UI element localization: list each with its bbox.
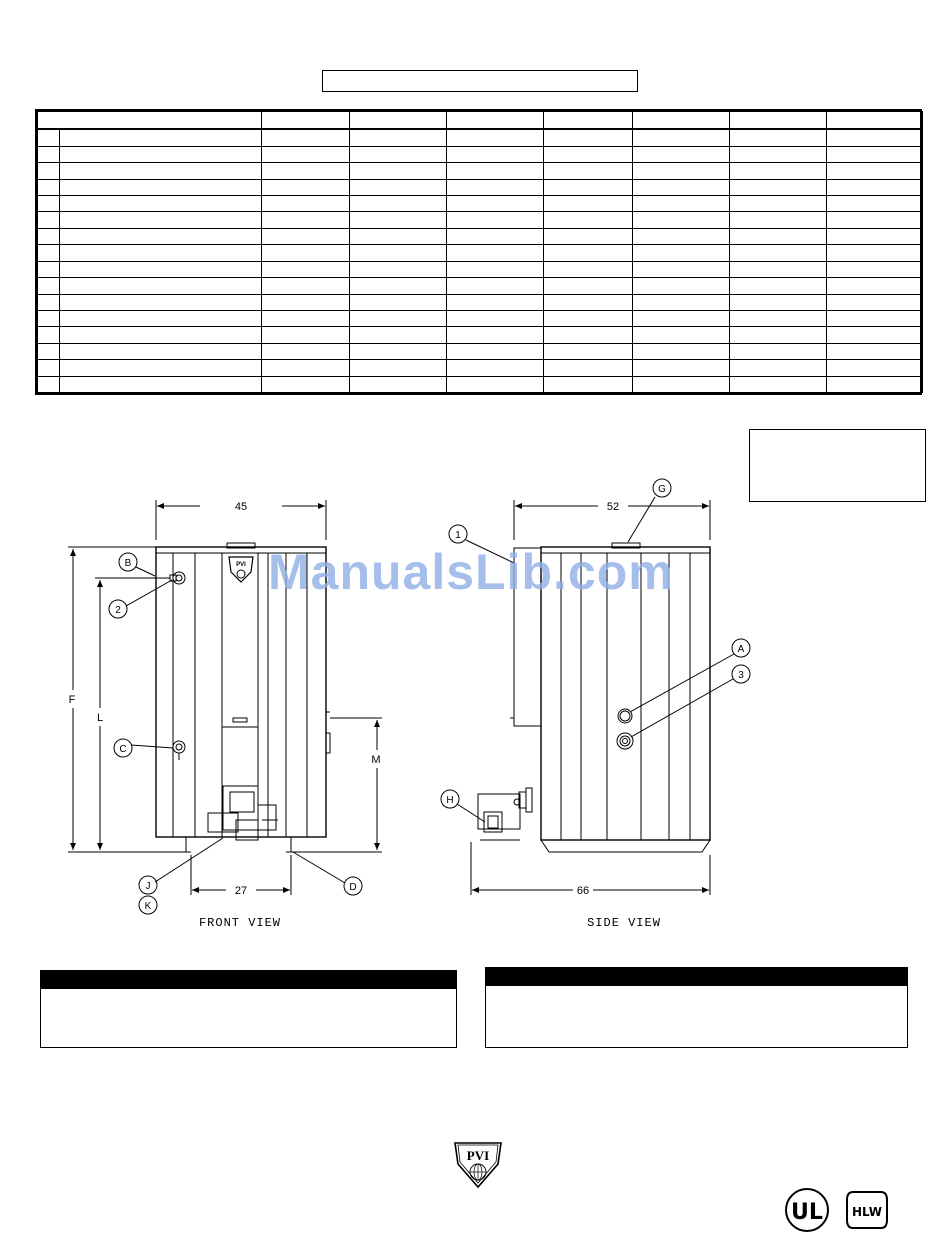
table-cell xyxy=(544,343,633,359)
table-cell xyxy=(447,327,544,343)
callout-j: J xyxy=(145,881,151,892)
table-cell xyxy=(447,376,544,392)
table-cell xyxy=(544,261,633,277)
table-cell xyxy=(633,179,730,195)
dim-front-m: M xyxy=(371,754,381,766)
table-cell xyxy=(350,196,447,212)
table-cell xyxy=(730,376,827,392)
table-cell xyxy=(730,278,827,294)
table-cell xyxy=(633,129,730,146)
callout-1: 1 xyxy=(455,530,461,541)
hlw-mark-text: HLW xyxy=(852,1205,882,1219)
table-cell xyxy=(447,245,544,261)
table-cell xyxy=(730,310,827,326)
table-cell xyxy=(38,129,60,146)
table-cell xyxy=(350,376,447,392)
table-cell xyxy=(60,294,262,310)
table-cell xyxy=(60,360,262,376)
table-cell xyxy=(544,228,633,244)
table-cell xyxy=(827,179,923,195)
dim-front-l: L xyxy=(96,712,104,724)
table-row xyxy=(38,327,923,343)
table-cell xyxy=(447,261,544,277)
table-cell xyxy=(60,310,262,326)
table-cell xyxy=(730,343,827,359)
table-cell xyxy=(827,327,923,343)
table-cell xyxy=(827,228,923,244)
table-cell xyxy=(350,129,447,146)
table-cell xyxy=(447,228,544,244)
table-cell xyxy=(447,196,544,212)
table-cell xyxy=(262,294,350,310)
table-cell xyxy=(60,343,262,359)
table-cell xyxy=(38,196,60,212)
table-cell xyxy=(827,196,923,212)
dimension-drawing xyxy=(0,470,950,940)
table-cell xyxy=(60,146,262,162)
spec-table xyxy=(35,109,922,395)
table-row xyxy=(38,376,923,392)
callout-a: A xyxy=(737,644,745,655)
table-cell xyxy=(730,196,827,212)
svg-text:PVI: PVI xyxy=(236,562,246,568)
table-cell xyxy=(38,294,60,310)
dim-front-f: F xyxy=(68,694,76,706)
pvi-logo xyxy=(452,1140,504,1190)
table-cell xyxy=(730,261,827,277)
table-cell xyxy=(60,376,262,392)
table-cell xyxy=(827,360,923,376)
table-row xyxy=(38,278,923,294)
table-row xyxy=(38,228,923,244)
dim-front-base: 27 xyxy=(234,885,248,897)
table-cell xyxy=(60,228,262,244)
table-cell xyxy=(730,228,827,244)
table-cell xyxy=(262,196,350,212)
callout-3: 3 xyxy=(738,670,744,681)
table-row xyxy=(38,163,923,179)
table-cell xyxy=(633,212,730,228)
table-cell xyxy=(730,327,827,343)
warning-box-right xyxy=(485,967,908,1048)
table-cell xyxy=(350,261,447,277)
table-row xyxy=(38,179,923,195)
table-cell xyxy=(544,278,633,294)
table-header-cell xyxy=(447,112,544,130)
callout-2: 2 xyxy=(115,605,121,616)
table-cell xyxy=(447,212,544,228)
table-cell xyxy=(60,327,262,343)
table-row xyxy=(38,310,923,326)
table-cell xyxy=(60,196,262,212)
table-cell xyxy=(633,228,730,244)
table-row xyxy=(38,360,923,376)
table-cell xyxy=(544,179,633,195)
table-cell xyxy=(262,376,350,392)
table-cell xyxy=(38,376,60,392)
table-cell xyxy=(350,179,447,195)
table-cell xyxy=(350,310,447,326)
table-cell xyxy=(827,129,923,146)
table-cell xyxy=(262,245,350,261)
table-cell xyxy=(60,212,262,228)
table-cell xyxy=(350,360,447,376)
ul-mark-text: UL xyxy=(791,1200,823,1225)
table-cell xyxy=(827,261,923,277)
table-cell xyxy=(730,245,827,261)
table-cell xyxy=(38,245,60,261)
table-cell xyxy=(350,327,447,343)
table-cell xyxy=(633,327,730,343)
table-cell xyxy=(262,261,350,277)
table-cell xyxy=(350,163,447,179)
table-cell xyxy=(544,196,633,212)
table-cell xyxy=(60,261,262,277)
table-cell xyxy=(262,343,350,359)
table-cell xyxy=(633,146,730,162)
table-cell xyxy=(60,129,262,146)
table-cell xyxy=(827,212,923,228)
dim-side-overall: 66 xyxy=(576,885,590,897)
table-cell xyxy=(38,327,60,343)
table-row xyxy=(38,261,923,277)
table-cell xyxy=(60,179,262,195)
table-cell xyxy=(544,294,633,310)
table-cell xyxy=(447,179,544,195)
table-cell xyxy=(633,196,730,212)
table-row xyxy=(38,196,923,212)
table-cell xyxy=(350,212,447,228)
table-cell xyxy=(60,245,262,261)
table-cell xyxy=(262,212,350,228)
table-cell xyxy=(633,294,730,310)
table-cell xyxy=(544,212,633,228)
table-cell xyxy=(447,278,544,294)
table-cell xyxy=(38,343,60,359)
dim-front-width: 45 xyxy=(234,501,248,513)
table-row xyxy=(38,212,923,228)
table-cell xyxy=(447,343,544,359)
pvi-logo-text: PVI xyxy=(466,1148,490,1163)
table-header-cell xyxy=(38,112,262,130)
table-cell xyxy=(633,360,730,376)
table-cell xyxy=(730,179,827,195)
table-cell xyxy=(38,261,60,277)
table-cell xyxy=(350,294,447,310)
table-cell xyxy=(38,163,60,179)
table-cell xyxy=(350,343,447,359)
table-cell xyxy=(38,278,60,294)
callout-k: K xyxy=(144,901,152,912)
table-cell xyxy=(544,327,633,343)
table-cell xyxy=(730,212,827,228)
spec-grid xyxy=(37,111,923,393)
table-cell xyxy=(60,278,262,294)
table-cell xyxy=(730,163,827,179)
table-cell xyxy=(544,146,633,162)
front-view-label: FRONT VIEW xyxy=(198,916,282,930)
callout-c: C xyxy=(119,744,127,755)
table-cell xyxy=(447,294,544,310)
table-cell xyxy=(633,261,730,277)
table-cell xyxy=(262,179,350,195)
table-header-cell xyxy=(350,112,447,130)
table-cell xyxy=(350,278,447,294)
table-cell xyxy=(262,278,350,294)
table-cell xyxy=(827,163,923,179)
table-cell xyxy=(730,360,827,376)
callout-g: G xyxy=(658,484,666,495)
warning-header-bar xyxy=(41,971,456,989)
title-box xyxy=(322,70,638,92)
table-cell xyxy=(730,129,827,146)
table-cell xyxy=(827,245,923,261)
table-cell xyxy=(262,146,350,162)
table-cell xyxy=(38,310,60,326)
table-header-cell xyxy=(730,112,827,130)
table-cell xyxy=(38,360,60,376)
table-cell xyxy=(544,310,633,326)
warning-box-left xyxy=(40,970,457,1048)
table-cell xyxy=(827,294,923,310)
table-row xyxy=(38,343,923,359)
table-cell xyxy=(350,228,447,244)
table-cell xyxy=(544,360,633,376)
table-cell xyxy=(38,146,60,162)
table-cell xyxy=(262,163,350,179)
table-cell xyxy=(827,343,923,359)
table-row xyxy=(38,245,923,261)
table-cell xyxy=(827,376,923,392)
table-cell xyxy=(262,360,350,376)
callout-h: H xyxy=(446,795,454,806)
table-header-row xyxy=(38,112,923,130)
table-cell xyxy=(262,327,350,343)
table-cell xyxy=(38,228,60,244)
table-cell xyxy=(730,294,827,310)
table-row xyxy=(38,146,923,162)
table-cell xyxy=(544,376,633,392)
table-cell xyxy=(633,343,730,359)
table-row xyxy=(38,294,923,310)
table-header-cell xyxy=(262,112,350,130)
hlw-mark xyxy=(843,1186,891,1234)
table-cell xyxy=(350,245,447,261)
table-cell xyxy=(447,163,544,179)
table-cell xyxy=(827,278,923,294)
dim-side-width: 52 xyxy=(606,501,620,513)
table-cell xyxy=(544,163,633,179)
ul-mark xyxy=(783,1186,831,1234)
table-cell xyxy=(447,310,544,326)
table-cell xyxy=(447,146,544,162)
table-cell xyxy=(447,360,544,376)
table-cell xyxy=(633,163,730,179)
table-cell xyxy=(60,163,262,179)
callout-d: D xyxy=(349,882,357,893)
callout-b: B xyxy=(124,558,132,569)
table-cell xyxy=(544,245,633,261)
table-cell xyxy=(544,129,633,146)
warning-header-bar xyxy=(486,968,907,986)
table-cell xyxy=(38,212,60,228)
table-row xyxy=(38,129,923,146)
table-cell xyxy=(730,146,827,162)
side-view xyxy=(441,479,750,895)
table-cell xyxy=(262,228,350,244)
watermark: ManualsLib.com xyxy=(268,544,674,600)
table-cell xyxy=(633,376,730,392)
table-cell xyxy=(262,129,350,146)
table-cell xyxy=(827,146,923,162)
side-view-label: SIDE VIEW xyxy=(587,916,661,930)
table-cell xyxy=(827,310,923,326)
table-header-cell xyxy=(633,112,730,130)
table-cell xyxy=(447,129,544,146)
table-cell xyxy=(633,245,730,261)
table-cell xyxy=(38,179,60,195)
table-header-cell xyxy=(827,112,923,130)
table-cell xyxy=(262,310,350,326)
table-header-cell xyxy=(544,112,633,130)
table-cell xyxy=(633,310,730,326)
table-cell xyxy=(350,146,447,162)
table-cell xyxy=(633,278,730,294)
